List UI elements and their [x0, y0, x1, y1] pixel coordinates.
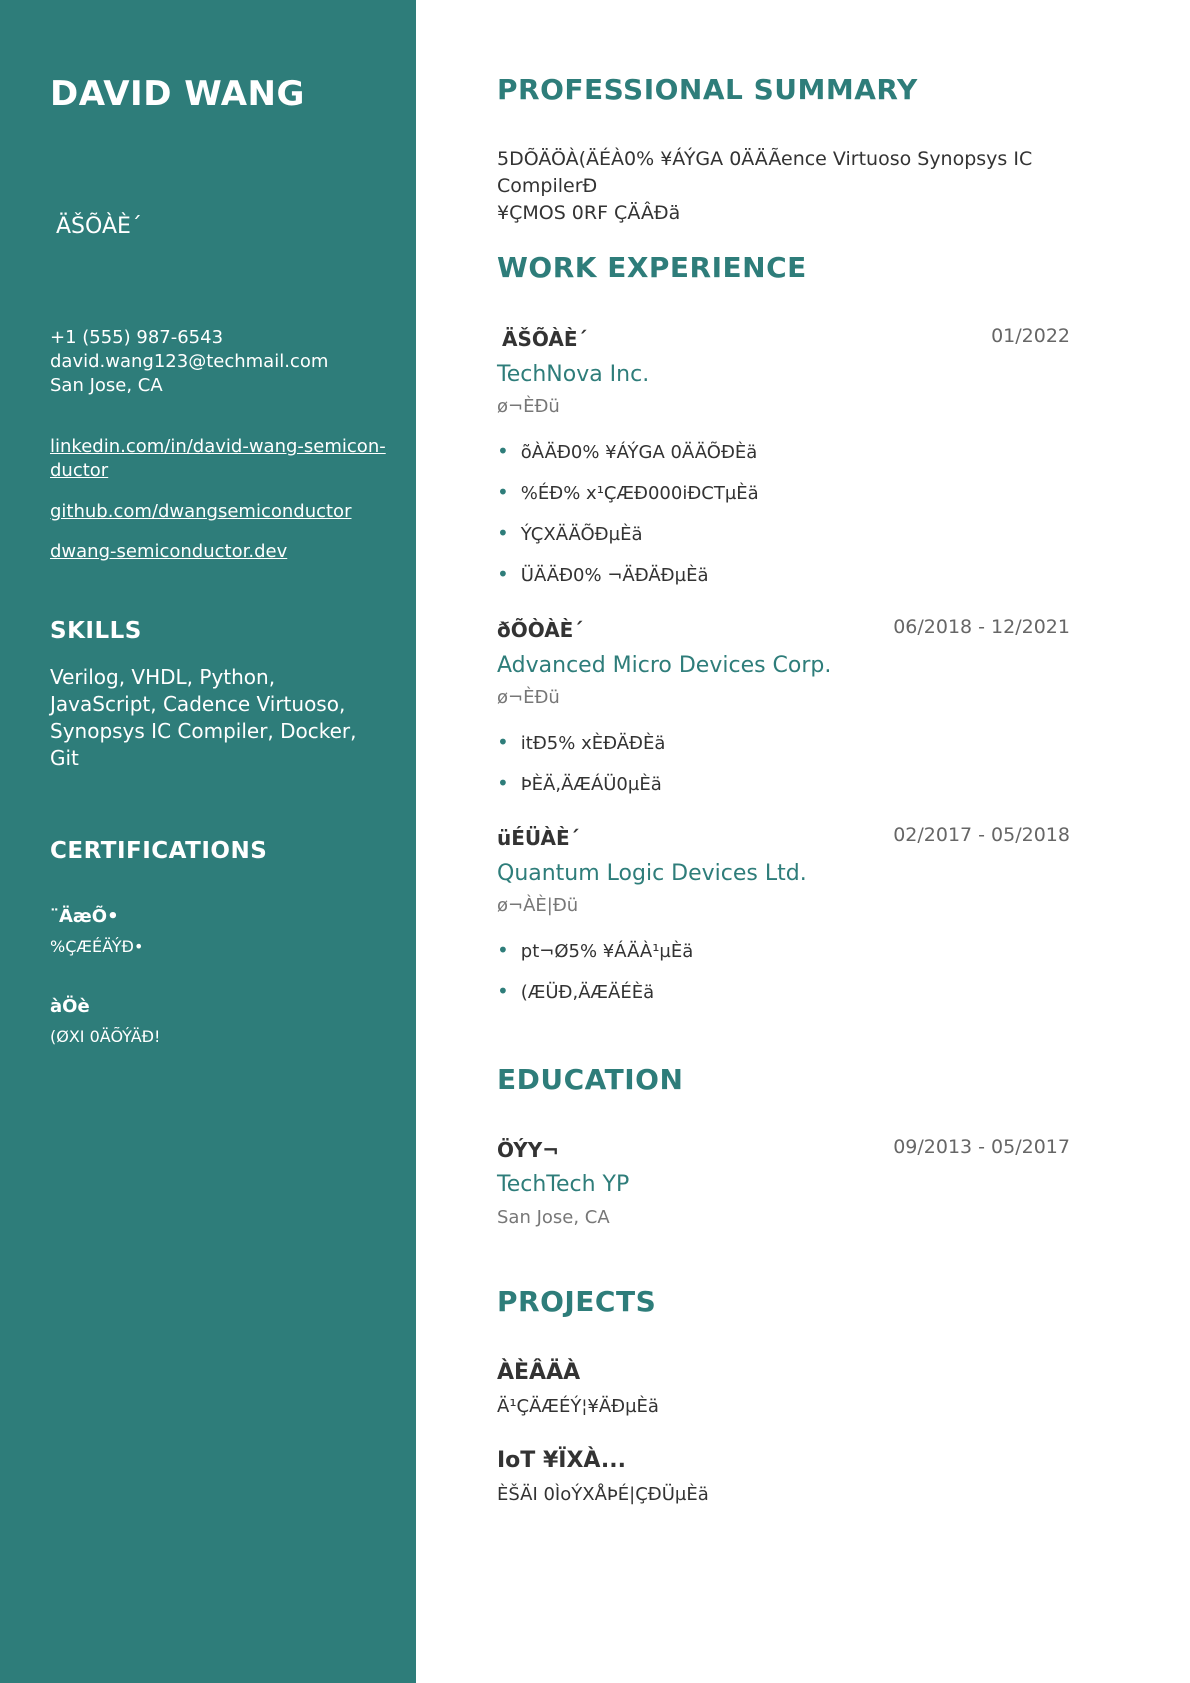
job-location: ø¬ÈÐü	[497, 396, 560, 417]
linkedin-link-continued[interactable]: ductor	[50, 460, 109, 481]
bullet-icon: •	[497, 562, 509, 586]
job-bullet	[497, 562, 708, 586]
certifications-heading: CERTIFICATIONS	[50, 838, 268, 864]
job-bullet	[497, 979, 654, 1003]
bullet-icon: •	[497, 439, 509, 463]
job-title: ÄŠÕÀÈ´	[502, 327, 588, 351]
bullet-text: %ÉÐ% x¹ÇÆÐ000iÐCTµÈä	[520, 483, 759, 504]
school-location: San Jose, CA	[497, 1207, 610, 1228]
project-title: ÀÈÂÄÀ	[497, 1360, 581, 1385]
contact-location: San Jose, CA	[50, 375, 163, 396]
certification-name: ¨ÄæÕ•	[50, 906, 119, 927]
website-link[interactable]: dwang-semiconductor.dev	[50, 541, 288, 562]
bullet-text: pt¬Ø5% ¥ÁÄÀ¹µÈä	[520, 941, 694, 962]
job-bullet	[497, 730, 665, 754]
job-bullet	[497, 521, 643, 545]
bullet-icon: •	[497, 521, 509, 545]
job-date: 06/2018 - 12/2021	[893, 616, 1070, 638]
company-name: Quantum Logic Devices Ltd.	[497, 861, 807, 886]
summary-text	[497, 146, 1137, 227]
candidate-title: ÄŠÕÀÈ´	[56, 214, 142, 239]
certification-name: àÖè	[50, 996, 90, 1017]
job-location: ø¬ÀÈ|Ðü	[497, 895, 579, 916]
job-date: 02/2017 - 05/2018	[893, 824, 1070, 846]
job-location: ø¬ÈÐü	[497, 687, 560, 708]
summary-line: 5DÕÄÖÀ(ÄÉÀ0% ¥ÁÝGA 0ÄÄÃence Virtuoso Synopsys IC CompilerÐ	[497, 148, 1033, 197]
contact-email: david.wang123@techmail.com	[50, 351, 329, 372]
job-title: üÉÜÀÈ´	[497, 826, 580, 850]
linkedin-link[interactable]: linkedin.com/in/david-wang-semicon-	[50, 436, 386, 457]
degree-title: ÖÝY¬	[497, 1138, 560, 1162]
school-name: TechTech YP	[497, 1172, 630, 1197]
github-link[interactable]: github.com/dwangsemiconductor	[50, 501, 352, 522]
job-date: 01/2022	[991, 325, 1070, 347]
job-bullet	[497, 771, 662, 795]
job-title: ðÕÒÀÈ´	[497, 618, 584, 642]
company-name: Advanced Micro Devices Corp.	[497, 653, 832, 678]
certification-issuer: %ÇÆÉÄÝÐ•	[50, 937, 144, 956]
project-title: IoT ¥ÏXÀ...	[497, 1448, 626, 1473]
project-description: Ä¹ÇÄÆÉÝ¦¥ÄÐµÈä	[497, 1396, 659, 1417]
job-bullet	[497, 480, 759, 504]
projects-heading: PROJECTS	[497, 1285, 657, 1318]
bullet-text: ÝÇXÄÄÕÐµÈä	[520, 524, 643, 545]
bullet-icon: •	[497, 480, 509, 504]
sidebar	[0, 0, 416, 1683]
bullet-text: (ÆÜÐ,ÄÆÄÉÈä	[520, 982, 655, 1003]
education-heading: EDUCATION	[497, 1063, 684, 1096]
summary-line: ¥ÇMOS 0RF ÇÄÂÐä	[497, 202, 681, 224]
bullet-icon: •	[497, 938, 509, 962]
contact-phone: +1 (555) 987-6543	[50, 327, 224, 348]
bullet-text: itÐ5% xÈÐÄÐÈä	[520, 733, 666, 754]
work-experience-heading: WORK EXPERIENCE	[497, 251, 807, 284]
bullet-text: ÞÈÄ,ÄÆÁÜ0µÈä	[520, 774, 662, 795]
certification-issuer: (ØXI 0ÄÕÝÄÐ!	[50, 1027, 161, 1046]
bullet-text: ÜÄÄÐ0% ¬ÄÐÄÐµÈä	[520, 565, 709, 586]
summary-heading: PROFESSIONAL SUMMARY	[497, 73, 918, 106]
bullet-icon: •	[497, 771, 509, 795]
job-bullet	[497, 938, 693, 962]
bullet-icon: •	[497, 730, 509, 754]
bullet-text: õÀÄÐ0% ¥ÁÝGA 0ÄÄÕÐÈä	[520, 442, 758, 463]
company-name: TechNova Inc.	[497, 362, 650, 387]
project-description: ÈŠÄI 0ÌoÝXÅÞÉ|ÇÐÜµÈä	[497, 1484, 709, 1505]
main-content	[416, 0, 1190, 1683]
candidate-name: DAVID WANG	[50, 74, 305, 114]
skills-heading: SKILLS	[50, 618, 142, 644]
education-date: 09/2013 - 05/2017	[893, 1136, 1070, 1158]
skills-list: Verilog, VHDL, Python, JavaScript, Cadence Virtuoso, Synopsys IC Compiler, Docker, Git	[50, 665, 357, 770]
bullet-icon: •	[497, 979, 509, 1003]
job-bullet	[497, 439, 757, 463]
